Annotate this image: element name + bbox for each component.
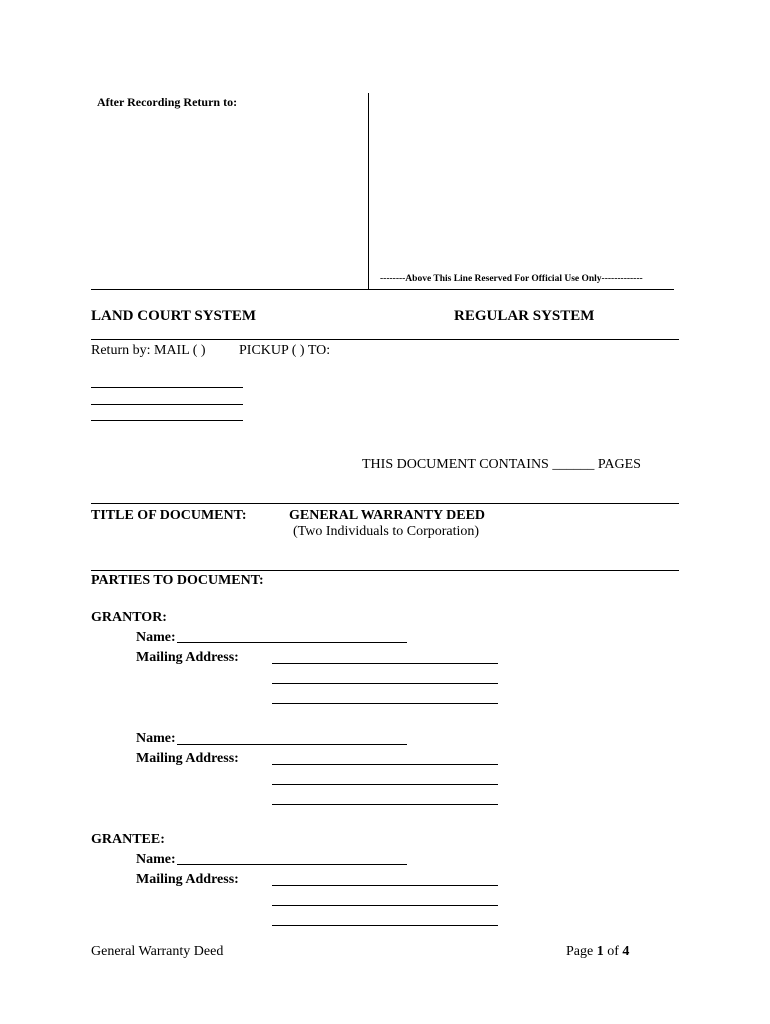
grantor-2-name-label: Name:	[136, 731, 176, 746]
page-prefix: Page	[566, 944, 594, 959]
regular-system-label: REGULAR SYSTEM	[454, 308, 595, 324]
document-title: GENERAL WARRANTY DEED	[289, 508, 486, 523]
grantor-2-address-line-3[interactable]	[272, 804, 498, 805]
parties-top-divider	[91, 570, 679, 571]
grantor-1-address-line-3[interactable]	[272, 703, 498, 704]
grantor-1-address-line-2[interactable]	[272, 683, 498, 684]
title-of-document-label: TITLE OF DOCUMENT:	[91, 508, 247, 523]
grantee-name-label: Name:	[136, 852, 176, 867]
grantee-label: GRANTEE:	[91, 832, 165, 847]
systems-divider	[91, 339, 679, 340]
grantor-1-name-label: Name:	[136, 630, 176, 645]
footer-document-name: General Warranty Deed	[91, 944, 224, 959]
page-count-text: THIS DOCUMENT CONTAINS ______ PAGES	[362, 457, 641, 472]
header-divider-vertical	[368, 93, 369, 289]
footer-page-number	[566, 944, 629, 960]
grantor-2-address-line-1[interactable]	[272, 764, 498, 765]
return-to-line-1[interactable]	[91, 387, 243, 388]
grantor-1-mailing-label: Mailing Address:	[136, 650, 239, 665]
grantee-address-line-3[interactable]	[272, 925, 498, 926]
grantor-1-address-line-1[interactable]	[272, 663, 498, 664]
return-to-line-3[interactable]	[91, 420, 243, 421]
page-total: 4	[622, 944, 630, 959]
grantee-name-line[interactable]	[177, 864, 407, 865]
document-subtitle: (Two Individuals to Corporation)	[293, 524, 480, 539]
header-bottom-line-left	[91, 289, 368, 290]
title-top-divider	[91, 503, 679, 504]
page-of: of	[607, 944, 619, 959]
page-current: 1	[596, 944, 604, 959]
grantor-label: GRANTOR:	[91, 610, 167, 625]
grantee-mailing-label: Mailing Address:	[136, 872, 239, 887]
grantor-2-mailing-label: Mailing Address:	[136, 751, 239, 766]
grantor-1-name-line[interactable]	[177, 642, 407, 643]
return-by-mail: Return by: MAIL ( )	[91, 343, 206, 358]
grantor-2-name-line[interactable]	[177, 744, 407, 745]
land-court-system-label: LAND COURT SYSTEM	[91, 308, 257, 324]
official-use-note: --------Above This Line Reserved For Official Use Only-------------	[380, 274, 643, 284]
after-recording-label: After Recording Return to:	[97, 95, 238, 109]
return-to-line-2[interactable]	[91, 404, 243, 405]
parties-heading: PARTIES TO DOCUMENT:	[91, 573, 264, 588]
grantee-address-line-2[interactable]	[272, 905, 498, 906]
grantor-2-address-line-2[interactable]	[272, 784, 498, 785]
header-bottom-line-right	[368, 289, 674, 290]
grantee-address-line-1[interactable]	[272, 885, 498, 886]
return-pickup-to: PICKUP ( ) TO:	[239, 343, 331, 358]
